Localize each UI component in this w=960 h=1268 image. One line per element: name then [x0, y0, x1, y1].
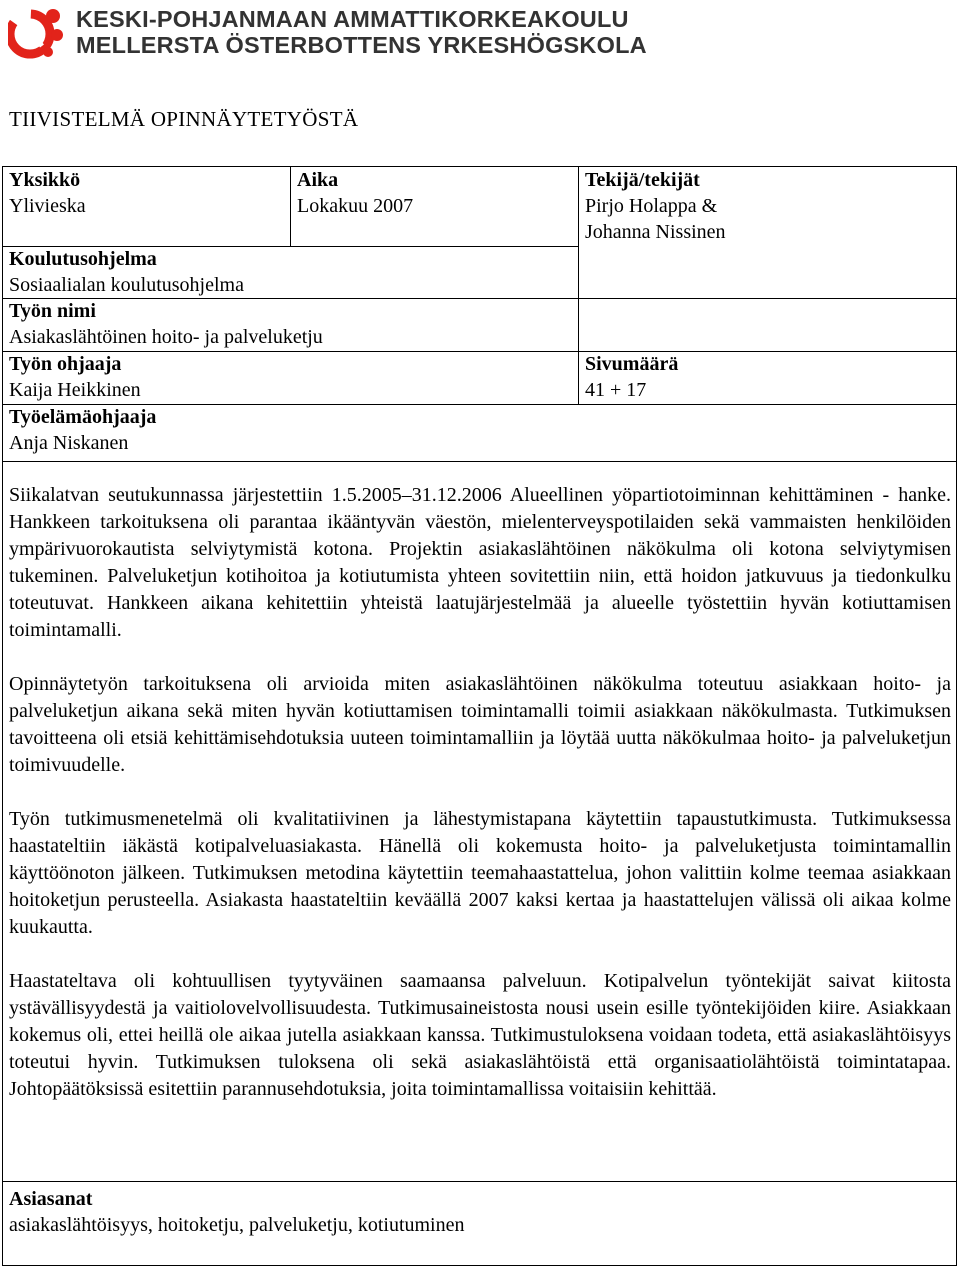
work-supervisor-label: Työelämäohjaaja [9, 406, 157, 428]
unit-label: Yksikkö [9, 169, 81, 191]
institution-name-fi: KESKI-POHJANMAAN AMMATTIKORKEAKOULU [76, 6, 629, 32]
keywords-box [2, 1182, 957, 1266]
unit-value: Ylivieska [9, 195, 86, 217]
divider [578, 167, 579, 404]
institution-name [76, 6, 647, 58]
abstract-paragraph: Työn tutkimusmenetelmä oli kvalitatiivinen ja lähestymistapana käytettiin tapaustutkimusta. Tutkimuksessa haastateltiin iäkästä kotipalveluasiakasta. Hänellä oli kokemusta hoito- ja palveluketjusta toimintamallin käyttöönoton jälkeen. Tutkimuksen metodina käytettiin teemahaastattelua, johon valittiin kolme teemaa asiakkaan hoitoketjun perusteella. Asiakasta haastateltiin keväällä 2007 kaksi kertaa ja haastattelujen välissä oli aikaa kolme kuukautta. [9, 808, 951, 938]
keywords-value: asiakaslähtöisyys, hoitoketju, palveluketju, kotiutuminen [9, 1214, 465, 1236]
work-supervisor-value: Anja Niskanen [9, 432, 129, 454]
supervisor-cell [9, 351, 141, 403]
abstract-paragraph: Haastateltava oli kohtuullisen tyytyväinen saamaansa palveluun. Kotipalvelun työntekijät saivat kiitosta ystävällisyydestä ja vaitiolovelvollisuudesta. Tutkimusaineistosta nousi usein esille työntekijöiden kiire. Asiakkaan kokemus oli, ettei heillä ole aikaa jutella asiakkaan kanssa. Tutkimustuloksena voidaan todeta, että asiakaslähtöisyys toteutui hyvin. Tutkimuksen tuloksena oli sekä asiakaslähtöistä että organisaatiolähtöistä toimintatapaa. Johtopäätöksissä esitettiin parannusehdotuksia, joita toimintamallissa voitaisiin kehittää. [9, 970, 951, 1100]
divider [290, 167, 291, 246]
document-title: TIIVISTELMÄ OPINNÄYTETYÖSTÄ [9, 107, 359, 131]
authors-value-2: Johanna Nissinen [585, 221, 726, 243]
time-label: Aika [297, 169, 339, 191]
abstract-paragraph: Opinnäytetyön tarkoituksena oli arvioida miten asiakaslähtöinen näkökulma toteutuu asiakkaan hoito- ja palveluketjun aikana sekä miten hyvän kotiuttamisen toimintamalli toimii asiakkaan näkökulmasta. Tutkimuksen tavoitteena oli etsiä kehittämisehdotuksia uuteen toimintamalliin ja löytää uutta näkökulmaa hoito- ja palveluketjun toimivuudelle. [9, 673, 951, 776]
kpamk-logo-icon [8, 2, 72, 62]
pages-cell [585, 351, 678, 403]
work-supervisor-cell [9, 404, 156, 456]
authors-cell [585, 167, 726, 245]
work-name-label: Työn nimi [9, 300, 96, 322]
programme-label: Koulutusohjelma [9, 248, 157, 270]
keywords-label: Asiasanat [9, 1188, 93, 1210]
institution-name-sv: MELLERSTA ÖSTERBOTTENS YRKESHÖGSKOLA [76, 32, 647, 58]
work-name-value: Asiakaslähtöinen hoito- ja palveluketju [9, 326, 323, 348]
authors-value-1: Pirjo Holappa & [585, 195, 718, 217]
programme-value: Sosiaalialan koulutusohjelma [9, 274, 244, 296]
unit-cell [9, 167, 86, 219]
abstract-paragraph: Siikalatvan seutukunnassa järjestettiin 1.5.2005–31.12.2006 Alueellinen yöpartiotoiminnan kehittäminen - hanke. Hankkeen tarkoituksena oli parantaa ikääntyvän väestön, mielenterveyspotilaiden sekä vammaisten henkilöiden ympärivuorokautista selviytymistä kotona. Projektin asiakaslähtöinen näkökulma oli kotona selviytymisen tukeminen. Palveluketjun kotihoitoa ja kotiutumista yhteen sovitettiin niin, että hoidon jatkuvuus ja tiedonkulku toteutuvat. Hankkeen aikana kehitettiin yhteistä laatujärjestelmää ja alueelle työstettiin hyvän kotiuttamisen toimintamalli. [9, 484, 951, 641]
abstract-box [2, 462, 957, 1182]
time-cell [297, 167, 413, 219]
programme-cell [9, 246, 244, 298]
institution-logo [8, 2, 647, 62]
work-name-cell [9, 298, 323, 350]
authors-label: Tekijä/tekijät [585, 169, 700, 191]
supervisor-value: Kaija Heikkinen [9, 379, 141, 401]
divider [3, 351, 956, 352]
pages-label: Sivumäärä [585, 353, 679, 375]
keywords-cell [9, 1186, 465, 1238]
info-table [2, 166, 957, 462]
pages-value: 41 + 17 [585, 379, 647, 401]
supervisor-label: Työn ohjaaja [9, 353, 122, 375]
time-value: Lokakuu 2007 [297, 195, 414, 217]
